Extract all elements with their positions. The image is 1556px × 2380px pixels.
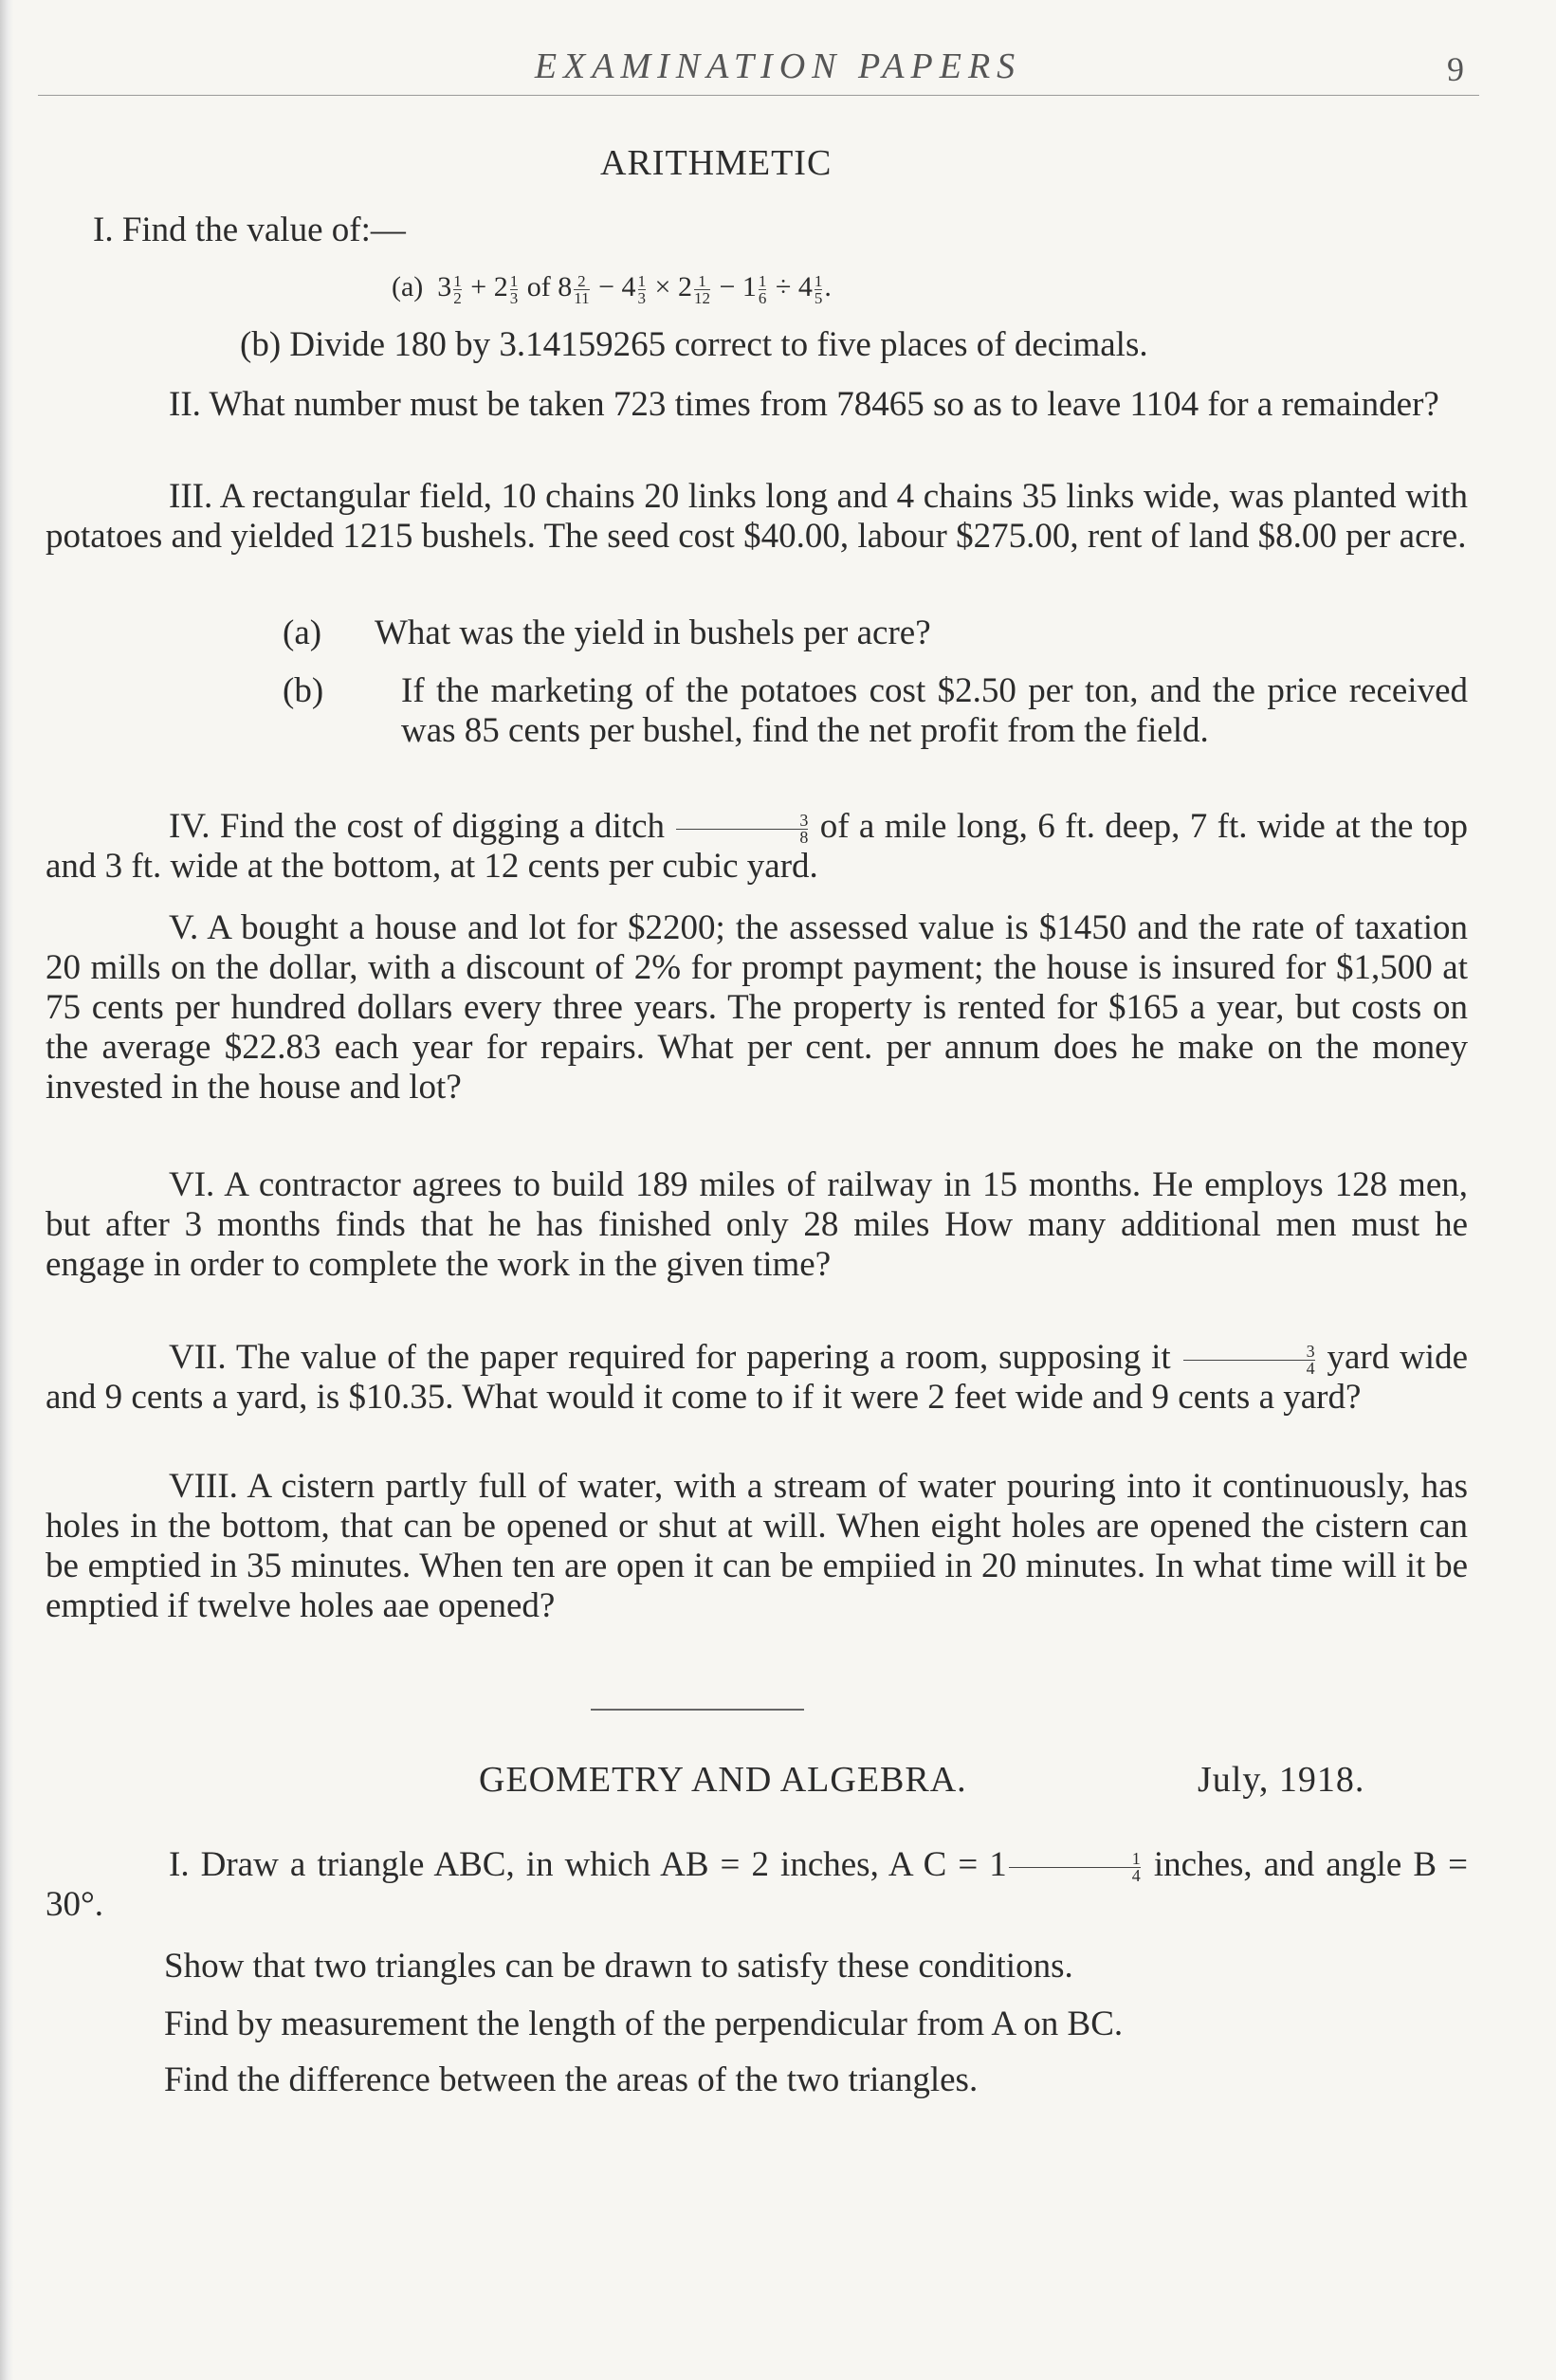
question-2: II. What number must be taken 723 times from 78465 so as to leave 1104 for a remainder? [169,385,1439,424]
question-5: V. A bought a house and lot for $2200; the assessed value is $1450 and the rate of taxation 20 mills on the dollar, with a discount of 2% for prompt payment; the house is insured for $1,500 at 75 cents per hundred dollars every three years. The property is rented for $165 a year, but costs on the average $22.83 each year for repairs. What per cent. per annum does he make on the money invested in the house and lot? [46,908,1468,1107]
page-edge-shadow [0,0,13,2380]
fraction: $\frac{1}{12}$ [693,271,710,307]
fraction: $\frac{3}{4}$ [1183,1344,1315,1377]
question-3: III. A rectangular field, 10 chains 20 links long and 4 chains 35 links wide, was planted with potatoes and yielded 1215 bushels. The seed cost $40.00, labour $275.00, rent of land $8.00 per acre. [46,477,1468,556]
fraction: $\frac{1}{3}$ [637,271,647,307]
q1a-label: (a) [392,271,424,302]
q3b-label: (b) [283,671,324,710]
fraction: $\frac{1}{4}$ [1009,1851,1141,1884]
q3a-label: (a) [283,613,322,652]
fraction: $\frac{1}{2}$ [453,271,462,307]
fraction: $\frac{1}{3}$ [509,271,519,307]
section-divider [591,1709,804,1711]
q3a-text: What was the yield in bushels per acre? [375,613,931,652]
q1-text: I. Find the value of:— [93,211,406,249]
geometry-date: July, 1918. [1198,1760,1365,1800]
geometry-line-1: Show that two triangles can be drawn to satisfy these conditions. [164,1947,1073,1986]
geometry-line-3: Find the difference between the areas of the two triangles. [164,2060,979,2099]
q1a-expression: (a) 3 $\frac{1}{2}$ + 2 $\frac{1}{3}$ of 8 $\frac{2}{11}$ − 4 $\frac{1}{3}$ × 2 $\frac{1}{12}$ − 1 $\frac{1}{6}$ ÷ 4 $\frac{1}{5}$ . [392,271,832,307]
question-8: VIII. A cistern partly full of water, with a stream of water pouring into it continuously, has holes in the bottom, that can be opened or shut at will. When eight holes are opened the cistern can be emptied in 35 minutes. When ten are open it can be empiied in 20 minutes. In what time will it be emptied if twelve holes aae opened? [46,1467,1468,1625]
geometry-question-1: I. Draw a triangle ABC, in which AB = 2 inches, A C = 1 $\frac{1}{4}$ inches, and angle B = 30°. [46,1845,1469,1924]
header-rule [38,95,1479,96]
fraction: $\frac{2}{11}$ [574,271,590,307]
fraction: $\frac{3}{8}$ [676,813,808,846]
page-number: 9 [1447,50,1464,88]
question-6: VI. A contractor agrees to build 189 miles of railway in 15 months. He employs 128 men, but after 3 months finds that he has finished only 28 miles How many additional men must he engage in order to complete the work in the given time? [46,1165,1468,1284]
q3b-text: If the marketing of the potatoes cost $2.50 per ton, and the price received was 85 cents per bushel, find the net profit from the field. [401,671,1468,750]
geometry-line-2: Find by measurement the length of the perpendicular from A on BC. [164,2005,1124,2043]
fraction: $\frac{1}{6}$ [758,271,767,307]
fraction: $\frac{1}{5}$ [814,271,823,307]
question-4: IV. Find the cost of digging a ditch $\frac{3}{8}$ of a mile long, 6 ft. deep, 7 ft. wide at the top and 3 ft. wide at the bottom, at 12 cents per cubic yard. [46,807,1469,886]
arithmetic-title: ARITHMETIC [600,143,833,183]
geometry-title: GEOMETRY AND ALGEBRA. [479,1760,967,1800]
question-7: VII. The value of the paper required for papering a room, supposing it $\frac{3}{4}$ yard wide and 9 cents a yard, is $10.35. What would it come to if it were 2 feet wide and 9 cents a yard? [46,1338,1469,1417]
running-header: EXAMINATION PAPERS [534,46,1022,86]
q1b-text: (b) Divide 180 by 3.14159265 correct to five places of decimals. [240,325,1148,364]
